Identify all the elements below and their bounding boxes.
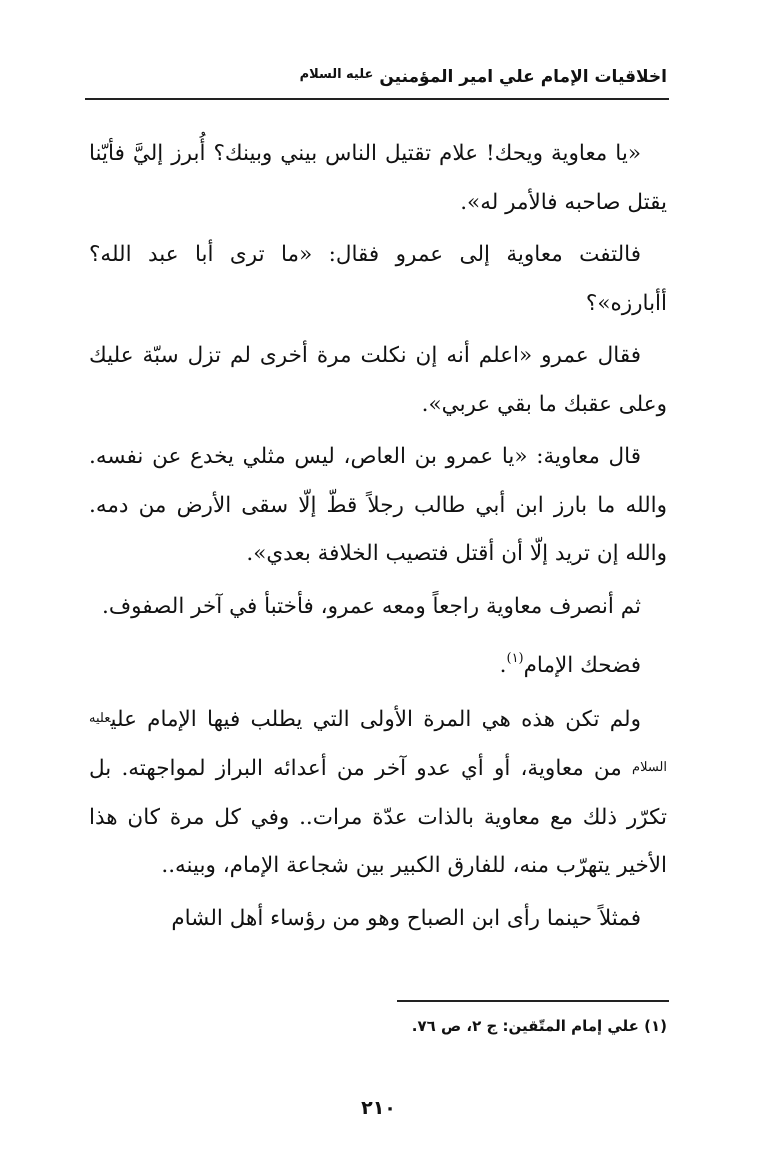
footnote-reference: (١)	[506, 651, 524, 666]
paragraph: فمثلاً حينما رأى ابن الصباح وهو من رؤساء أهل الشام	[171, 905, 641, 931]
paragraph: «يا معاوية ويحك! علام تقتيل الناس بيني وبينك؟ أُبرز إليَّ فأيّنا يقتل صاحبه فالأمر له».	[89, 141, 667, 215]
paragraph: ولم تكن هذه هي المرة الأولى التي يطلب فيها الإمام عليعليه السلام من معاوية، أو أي عدو آخر من أعدائه البراز لمواجهته. بل تكرّر ذلك مع معاوية بالذات عدّة مرات.. وفي كل مرة كان هذا الأخير يتهرّب منه، للفارق الكبير بين شجاعة الإمام، وبينه..	[89, 706, 667, 878]
paragraph: فالتفت معاوية إلى عمرو فقال: «ما ترى أبا عبد الله؟ أأبارزه»؟	[89, 242, 667, 316]
running-header	[90, 62, 667, 90]
honorific-glyph: عليه السلام	[299, 67, 374, 82]
footnote-rule	[397, 1000, 669, 1002]
body-text	[89, 130, 667, 947]
running-header-title: اخلاقيات الإمام علي امير المؤمنين	[379, 67, 667, 87]
paragraph: ثم أنصرف معاوية راجعاً ومعه عمرو، فأختبأ في آخر الصفوف.	[102, 593, 641, 619]
paragraph: قال معاوية: «يا عمرو بن العاص، ليس مثلي يخدع عن نفسه. والله ما بارز ابن أبي طالب رجلاً قطّ إلّا سقى الأرض من دمه. والله إن تريد إلّا أن أقتل فتصيب الخلافة بعدي».	[89, 444, 667, 566]
paragraph: فقال عمرو «اعلم أنه إن نكلت مرة أخرى لم تزل سبّة عليك وعلى عقبك ما بقي عربي».	[89, 343, 667, 417]
header-rule	[85, 98, 669, 100]
footnote: (١) علي إمام المتّقين: ج ٢، ص ٧٦.	[411, 1017, 667, 1035]
paragraph: فضحك الإمام$^{(١)}$.	[499, 651, 641, 678]
honorific-glyph: عليه السلام	[89, 710, 667, 775]
page-number: ٢١٠	[361, 1097, 396, 1119]
